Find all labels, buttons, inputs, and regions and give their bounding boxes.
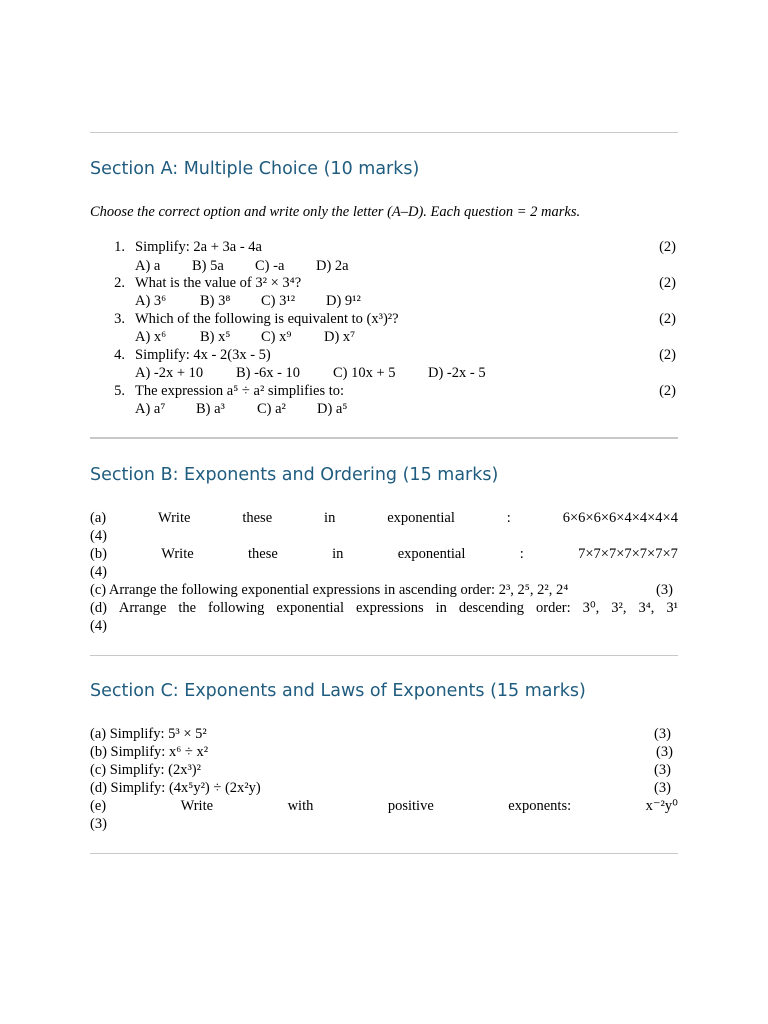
word: 6×6×6×6×4×4×4×4 (562, 510, 678, 526)
question-c-d: (d) Simplify: (4x⁵y²) ÷ (2x²y) (90, 780, 261, 796)
divider-section-a-b (90, 437, 678, 439)
word: Arrange (118, 600, 167, 616)
option-c: C) 3¹² (261, 293, 296, 309)
word: 3², (611, 600, 627, 616)
option-b: B) 3⁸ (200, 293, 231, 309)
question-5-options (135, 401, 347, 418)
word: these (242, 510, 273, 526)
question-1-options (135, 258, 349, 275)
question-number: 2. (114, 275, 125, 291)
word: order: (536, 600, 571, 616)
word: in (332, 546, 344, 562)
question-stem: The expression a⁵ ÷ a² simplifies to: (135, 383, 345, 399)
option-d: D) a⁵ (317, 401, 348, 417)
option-c: C) a² (257, 401, 286, 417)
question-c-c: (c) Simplify: (2x³)² (90, 762, 201, 778)
divider-section-b-c (90, 655, 678, 656)
word: (d) (90, 600, 107, 616)
word: exponential (387, 510, 455, 526)
word: positive (387, 798, 434, 814)
section-a-heading: Section A: Multiple Choice (10 marks) (90, 159, 420, 179)
word: 3⁴, (638, 600, 655, 616)
question-5 (111, 383, 678, 401)
word: 3⁰, (582, 600, 600, 616)
word: Write (158, 510, 191, 526)
option-c: C) x⁹ (261, 329, 292, 345)
option-a: A) a⁷ (135, 401, 166, 417)
question-b-c: (c) Arrange the following exponential expressions in ascending order: 2³, 2⁵, 2², 2⁴ (90, 582, 569, 598)
word: descending (458, 600, 525, 616)
word: 7×7×7×7×7×7×7 (578, 546, 678, 562)
question-b-b (90, 546, 678, 563)
option-b: B) -6x - 10 (236, 365, 301, 381)
question-mark: (2) (659, 239, 676, 255)
option-b: B) x⁵ (200, 329, 231, 345)
word: expressions (355, 600, 424, 616)
word: the (178, 600, 197, 616)
section-b-heading: Section B: Exponents and Ordering (15 marks) (90, 465, 499, 485)
question-number: 5. (114, 383, 125, 399)
question-stem: What is the value of 3² × 3⁴? (135, 275, 302, 291)
word: Write (161, 546, 194, 562)
question-mark: (2) (659, 347, 676, 363)
option-d: D) x⁷ (324, 329, 356, 345)
option-a: A) -2x + 10 (135, 365, 204, 381)
question-c-a-mark: (3) (654, 726, 671, 742)
word: in (324, 510, 336, 526)
word: (b) (90, 546, 107, 562)
word: with (287, 798, 314, 814)
question-4 (111, 347, 678, 365)
word: exponents: (508, 798, 572, 814)
word: (a) (90, 510, 107, 526)
word: exponential (397, 546, 466, 562)
question-b-a (90, 510, 678, 527)
question-b-d (90, 600, 678, 617)
word: these (248, 546, 278, 562)
question-c-a: (a) Simplify: 5³ × 5² (90, 726, 207, 742)
word: 3¹ (666, 600, 678, 616)
option-a: A) 3⁶ (135, 293, 167, 309)
divider-top (90, 132, 678, 133)
word: x⁻²y⁰ (645, 798, 678, 814)
option-a: A) x⁶ (135, 329, 167, 345)
option-d: D) 2a (316, 258, 349, 274)
option-d: D) -2x - 5 (428, 365, 486, 381)
question-number: 4. (114, 347, 125, 363)
question-c-d-mark: (3) (654, 780, 671, 796)
word: following (208, 600, 265, 616)
option-b: B) a³ (196, 401, 225, 417)
section-c-heading: Section C: Exponents and Laws of Exponents (15 marks) (90, 681, 586, 701)
option-c: C) -a (255, 258, 285, 274)
question-b-d-mark: (4) (90, 618, 107, 634)
option-b: B) 5a (192, 258, 224, 274)
question-c-b: (b) Simplify: x⁶ ÷ x² (90, 744, 209, 760)
question-c-e (90, 798, 678, 815)
question-b-a-mark: (4) (90, 528, 107, 544)
section-a-instruction: Choose the correct option and write only the letter (A–D). Each question = 2 marks. (90, 204, 581, 220)
question-b-b-mark: (4) (90, 564, 107, 580)
question-3-options (135, 329, 355, 346)
question-mark: (2) (659, 383, 676, 399)
question-stem: Simplify: 4x - 2(3x - 5) (135, 347, 271, 363)
divider-bottom (90, 853, 678, 854)
word: : (506, 510, 511, 526)
option-c: C) 10x + 5 (333, 365, 396, 381)
question-stem: Which of the following is equivalent to (x³)²? (135, 311, 399, 327)
question-2 (111, 275, 678, 293)
question-b-c-mark: (3) (656, 582, 673, 598)
option-d: D) 9¹² (326, 293, 361, 309)
word: (e) (90, 798, 107, 814)
question-stem: Simplify: 2a + 3a - 4a (135, 239, 262, 255)
question-1 (111, 239, 678, 257)
question-c-b-mark: (3) (656, 744, 673, 760)
word: Write (180, 798, 214, 814)
question-2-options (135, 293, 361, 310)
option-a: A) a (135, 258, 161, 274)
word: exponential (276, 600, 345, 616)
question-mark: (2) (659, 275, 676, 291)
question-c-e-mark: (3) (90, 816, 107, 832)
question-c-c-mark: (3) (654, 762, 671, 778)
word: : (519, 546, 524, 562)
question-mark: (2) (659, 311, 676, 327)
question-number: 1. (114, 239, 125, 255)
question-number: 3. (114, 311, 125, 327)
word: in (435, 600, 447, 616)
question-4-options (135, 365, 486, 382)
question-3 (111, 311, 678, 329)
